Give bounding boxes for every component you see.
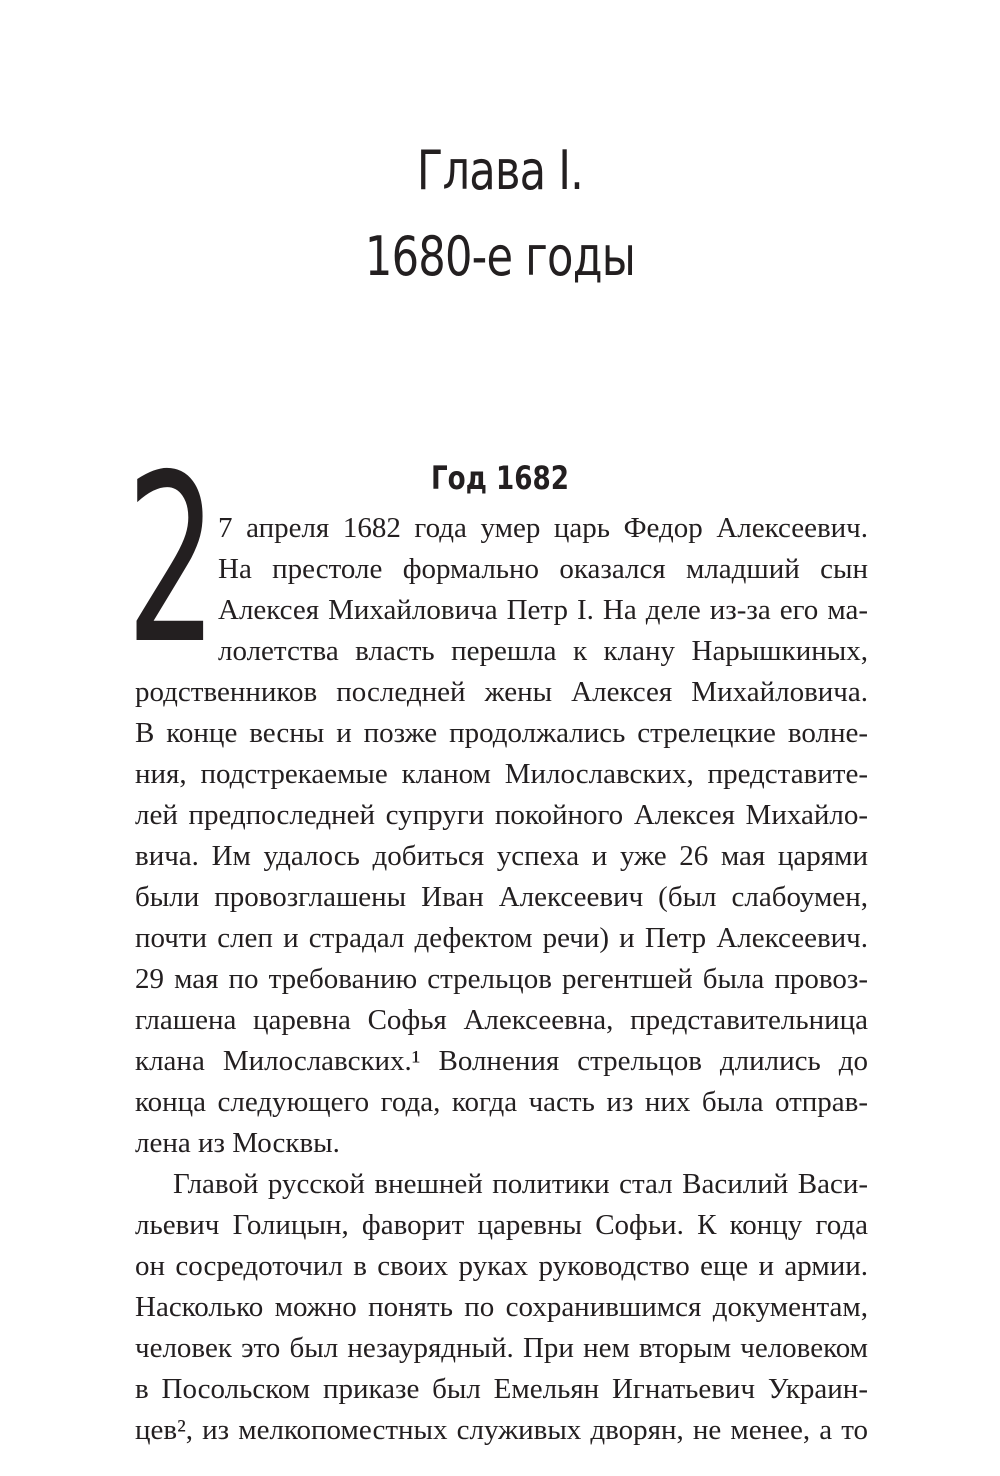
drop-cap: 2 [126, 425, 218, 695]
text-line: В конце весны и позже продолжались стрелецкие волне- [135, 717, 868, 749]
text-line: льевич Голицын, фаворит царевны Софьи. К концу года [135, 1209, 868, 1241]
text-line: ния, подстрекаемые кланом Милославских, представите- [135, 758, 868, 790]
text-line: лена из Москвы. [135, 1127, 340, 1159]
text-line: были провозглашены Иван Алексеевич (был слабоумен, [135, 881, 868, 913]
text-line: глашена царевна Софья Алексеевна, представительница [135, 1004, 868, 1036]
text-line: в Посольском приказе был Емельян Игнатьевич Украин- [135, 1373, 868, 1405]
section-title: Год 1682 [430, 459, 570, 497]
text-line: клана Милославских.¹ Волнения стрельцов длились до [135, 1045, 868, 1077]
chapter-heading [100, 128, 900, 300]
chapter-subtitle: 1680-е годы [364, 225, 636, 288]
text-line: родственников последней жены Алексея Михайловича. [135, 676, 868, 708]
text-line: вича. Им удалось добиться успеха и уже 26 мая царями [135, 840, 868, 872]
text-line: человек это был незаурядный. При нем вторым человеком [135, 1332, 868, 1364]
text-line: Алексея Михайловича Петр I. На деле из-за его ма- [218, 594, 868, 626]
text-line: лолетства власть перешла к клану Нарышкиных, [218, 635, 868, 667]
text-line: лей предпоследней супруги покойного Алексея Михайло- [135, 799, 868, 831]
text-line: цев², из мелкопоместных служивых дворян, не менее, а то [135, 1414, 868, 1446]
text-line: конца следующего года, когда часть из них была отправ- [135, 1086, 868, 1118]
text-line: почти слеп и страдал дефектом речи) и Петр Алексеевич. [135, 922, 868, 954]
text-line: 7 апреля 1682 года умер царь Федор Алексеевич. [218, 512, 868, 544]
text-line: 29 мая по требованию стрельцов регентшей была провоз- [135, 963, 868, 995]
text-line: Насколько можно понять по сохранившимся документам, [135, 1291, 868, 1323]
text-line: Главой русской внешней политики стал Василий Васи- [173, 1168, 868, 1200]
text-line: он сосредоточил в своих руках руководство еще и армии. [135, 1250, 868, 1282]
chapter-title: Глава I. [416, 139, 584, 202]
text-line: На престоле формально оказался младший сын [218, 553, 868, 585]
